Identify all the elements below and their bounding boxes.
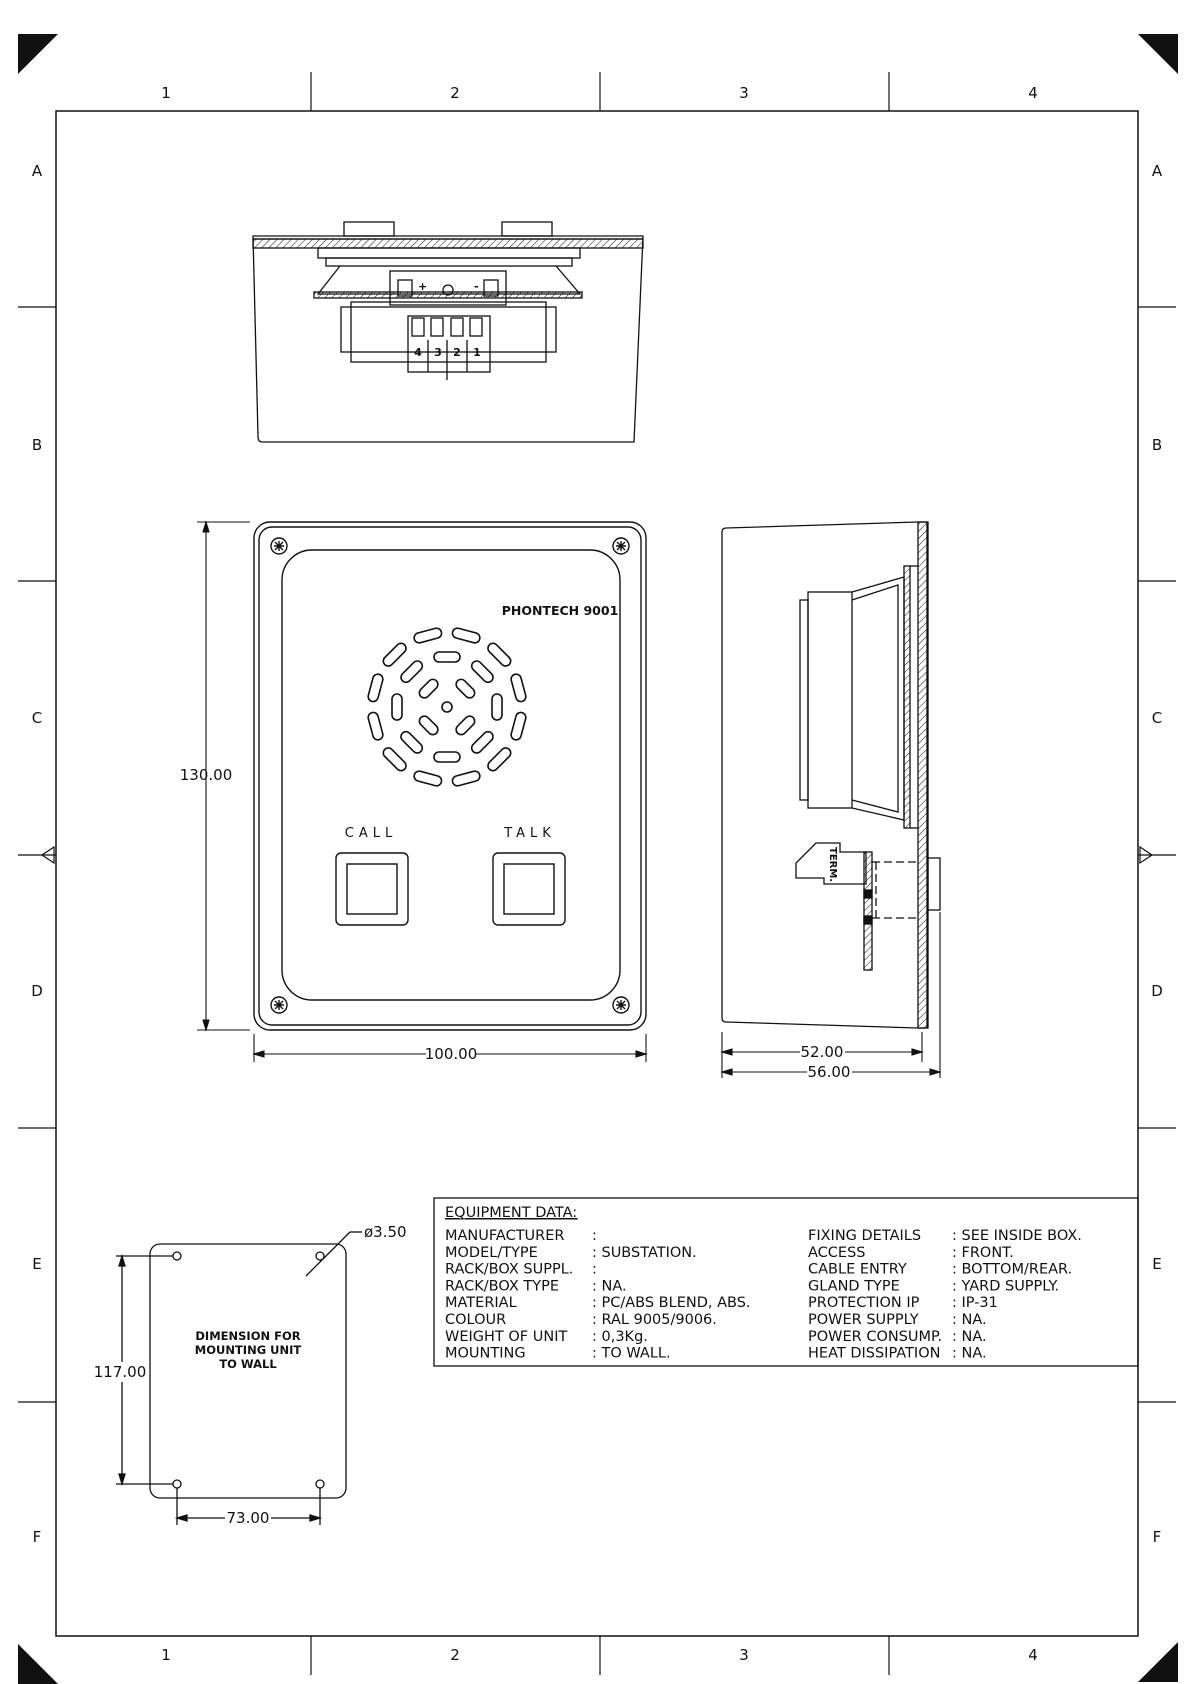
- equipment-key: HEAT DISSIPATION: [808, 1345, 941, 1362]
- row-label: F: [32, 1528, 42, 1546]
- mounting-view: [116, 1232, 362, 1525]
- terminal-label: 1: [473, 346, 481, 359]
- equipment-key: POWER SUPPLY: [808, 1312, 919, 1328]
- grille-slot: [413, 627, 443, 644]
- equipment-value: : NA.: [592, 1278, 627, 1295]
- screw-icon: [271, 538, 287, 554]
- grille-slot: [492, 694, 502, 720]
- talk-label: TALK: [504, 826, 556, 841]
- dim-height: 130.00: [179, 766, 233, 784]
- dim-depth-inner: 52.00: [800, 1043, 844, 1061]
- row-label: D: [1151, 982, 1163, 1000]
- row-label: E: [32, 1255, 42, 1273]
- speaker-grille: [367, 627, 527, 787]
- equipment-value: : PC/ABS BLEND, ABS.: [592, 1295, 751, 1312]
- equipment-value: : SUBSTATION.: [592, 1244, 697, 1261]
- grille-slot: [399, 659, 424, 684]
- screw-icon: [271, 997, 287, 1013]
- column-label: 1: [161, 84, 171, 102]
- grille-slot: [434, 652, 460, 662]
- equipment-key: RACK/BOX TYPE: [445, 1278, 560, 1295]
- equipment-key: ACCESS: [808, 1244, 866, 1261]
- equipment-key: MOUNTING: [445, 1345, 526, 1362]
- column-label: 1: [161, 1646, 171, 1664]
- row-label: E: [1152, 1255, 1162, 1273]
- row-label: C: [1151, 709, 1163, 727]
- grille-slot: [486, 746, 513, 773]
- equipment-key: MATERIAL: [445, 1295, 517, 1312]
- grille-slot: [510, 711, 527, 741]
- terminal-label: 2: [453, 346, 461, 359]
- grille-slot: [417, 677, 440, 700]
- top-view: [253, 222, 643, 442]
- equipment-key: FIXING DETAILS: [808, 1228, 922, 1244]
- equipment-value: : NA.: [952, 1345, 987, 1362]
- row-label: B: [1151, 436, 1163, 454]
- equipment-value: : SEE INSIDE BOX.: [952, 1228, 1082, 1244]
- equipment-value: : NA.: [952, 1312, 987, 1328]
- screw-icon: [613, 538, 629, 554]
- term-label: TERM.: [827, 847, 838, 883]
- column-label: 3: [739, 1646, 749, 1664]
- equipment-key: RACK/BOX SUPPL.: [445, 1261, 574, 1278]
- terminal-label: 3: [434, 346, 442, 359]
- equipment-value: : FRONT.: [952, 1244, 1014, 1261]
- grille-slot: [381, 746, 408, 773]
- equipment-value: :: [592, 1228, 597, 1244]
- row-label: D: [31, 982, 43, 1000]
- column-labels: [161, 84, 1038, 1664]
- corner-marks: [18, 34, 1178, 1684]
- equipment-key: GLAND TYPE: [808, 1278, 900, 1295]
- mounting-dim-width: 73.00: [226, 1509, 270, 1527]
- equipment-key: COLOUR: [445, 1312, 507, 1328]
- equipment-value: : NA.: [952, 1328, 987, 1345]
- equipment-value: : BOTTOM/REAR.: [952, 1261, 1073, 1278]
- dim-width: 100.00: [424, 1045, 478, 1063]
- row-label: A: [1151, 162, 1163, 180]
- grille-slot: [413, 770, 443, 787]
- grille-slot: [381, 641, 408, 668]
- grille-slot: [454, 677, 477, 700]
- front-view: [254, 522, 646, 1030]
- grille-slot: [399, 730, 424, 755]
- equipment-value: : 0,3Kg.: [592, 1328, 648, 1345]
- equipment-right-column: [808, 1228, 1082, 1362]
- equipment-key: MODEL/TYPE: [445, 1244, 538, 1261]
- column-label: 4: [1028, 84, 1038, 102]
- mounting-note: MOUNTING UNIT: [194, 1343, 302, 1357]
- minus-sign: -: [474, 280, 479, 293]
- equipment-key: PROTECTION IP: [808, 1295, 920, 1312]
- grille-slot: [451, 770, 481, 787]
- product-label: PHONTECH 9001: [501, 603, 619, 618]
- plus-sign: +: [418, 280, 428, 293]
- grille-slot: [470, 730, 495, 755]
- equipment-left-column: [445, 1228, 751, 1362]
- side-view: [722, 522, 940, 1028]
- row-label: F: [1152, 1528, 1162, 1546]
- equipment-title: EQUIPMENT DATA:: [445, 1205, 578, 1221]
- equipment-value: : TO WALL.: [592, 1345, 671, 1362]
- row-label: C: [31, 709, 43, 727]
- hole-diameter: ø3.50: [364, 1223, 407, 1241]
- row-label: A: [31, 162, 43, 180]
- screw-icon: [613, 997, 629, 1013]
- grille-slot: [392, 694, 402, 720]
- grille-slot: [486, 641, 513, 668]
- row-label: B: [31, 436, 43, 454]
- mounting-note: DIMENSION FOR: [195, 1329, 301, 1343]
- grille-slot: [470, 659, 495, 684]
- grille-slot: [451, 627, 481, 644]
- zone-ticks: [18, 72, 1176, 1675]
- equipment-key: MANUFACTURER: [445, 1228, 565, 1244]
- center-arrows: [42, 847, 1152, 863]
- call-label: CALL: [344, 826, 398, 841]
- grille-slot: [417, 714, 440, 737]
- grille-slot: [510, 673, 527, 703]
- drawing-border: [56, 111, 1138, 1636]
- column-label: 3: [739, 84, 749, 102]
- grille-slot: [367, 711, 384, 741]
- equipment-value: : YARD SUPPLY.: [952, 1278, 1059, 1295]
- equipment-key: POWER CONSUMP.: [808, 1328, 943, 1345]
- equipment-key: CABLE ENTRY: [808, 1261, 907, 1278]
- grille-slot: [454, 714, 477, 737]
- grille-slot: [434, 752, 460, 762]
- column-label: 2: [450, 1646, 460, 1664]
- column-label: 4: [1028, 1646, 1038, 1664]
- equipment-value: : IP-31: [952, 1295, 998, 1312]
- dim-depth-outer: 56.00: [807, 1063, 851, 1081]
- equipment-key: WEIGHT OF UNIT: [445, 1328, 568, 1345]
- equipment-value: :: [592, 1261, 597, 1278]
- column-label: 2: [450, 84, 460, 102]
- mounting-dim-height: 117.00: [93, 1363, 147, 1381]
- grille-slot: [367, 673, 384, 703]
- mounting-note: TO WALL: [219, 1357, 277, 1371]
- terminal-label: 4: [414, 346, 422, 359]
- equipment-value: : RAL 9005/9006.: [592, 1312, 717, 1328]
